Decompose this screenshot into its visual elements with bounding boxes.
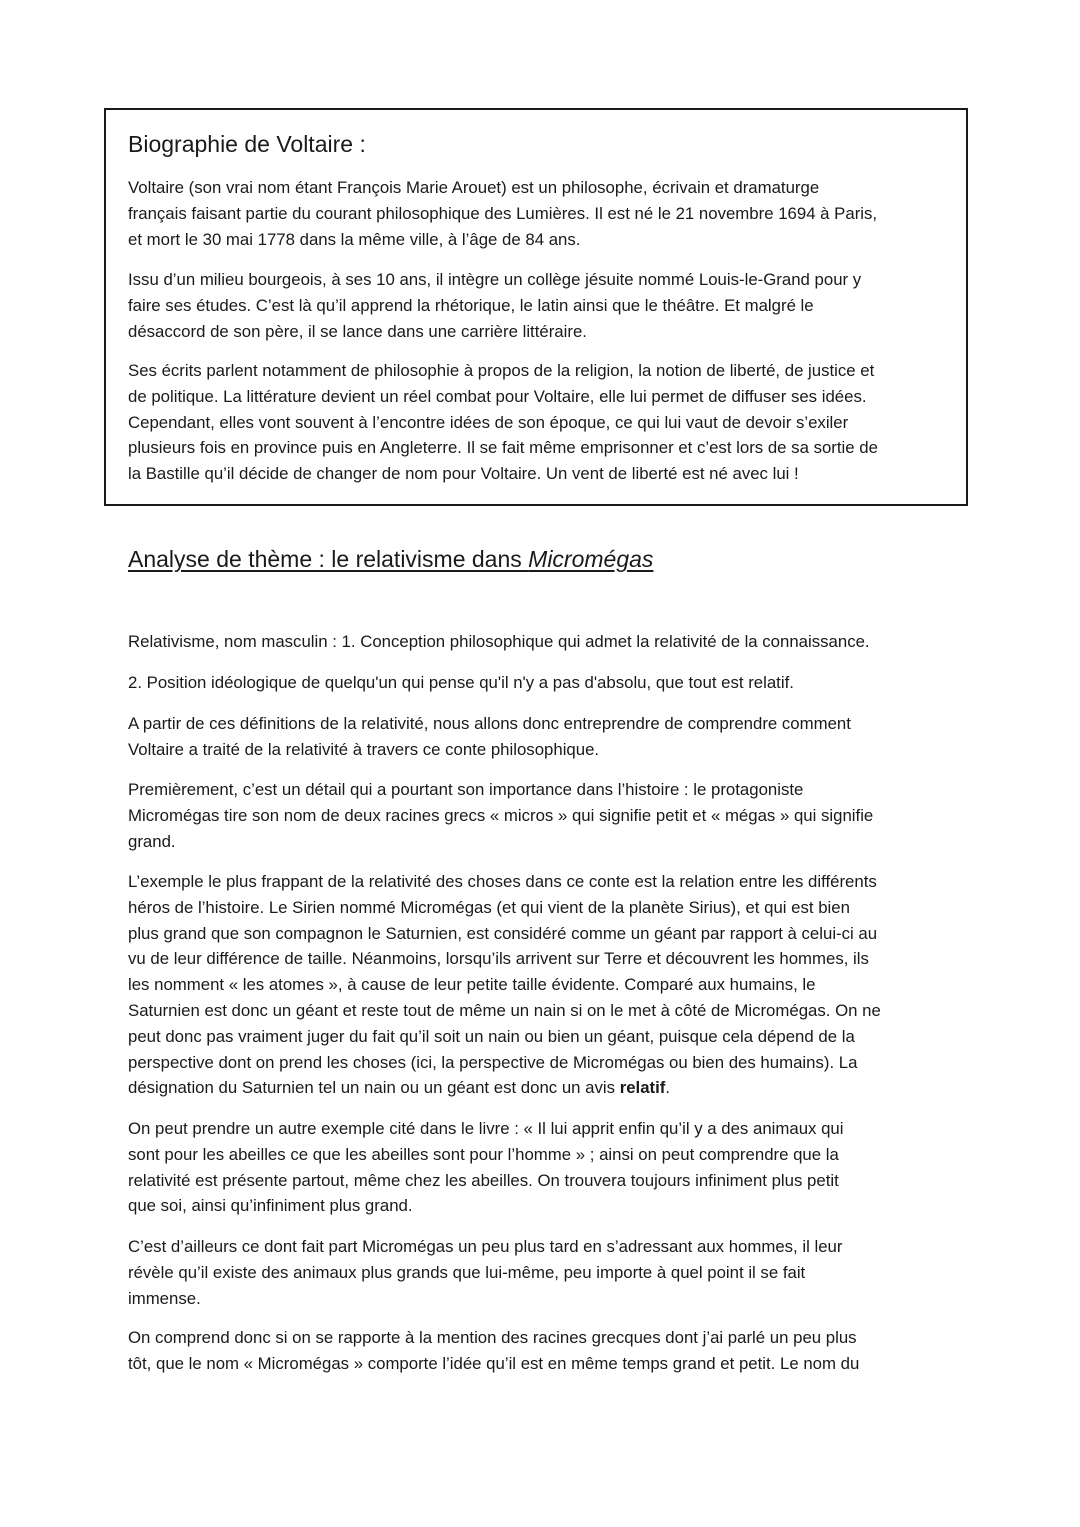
analysis-title-prefix: Analyse de thème : le relativisme dans [128,546,529,572]
text-line: L’exemple le plus frappant de la relativité des choses dans ce conte est la relation entre les différents [128,872,877,891]
text-fragment: . [665,1078,671,1098]
text-fragment: désignation du Saturnien tel un nain ou un géant est donc un avis [128,1078,620,1098]
analysis-title [128,544,653,574]
text-line: la Bastille qu’il décide de changer de nom pour Voltaire. Un vent de liberté est né avec lui ! [128,464,799,484]
text-line: On peut prendre un autre exemple cité dans le livre : « Il lui apprit enfin qu’il y a des animaux qui [128,1119,844,1138]
biography-paragraph-1 [128,175,877,252]
text-line: grand. [128,831,176,851]
text-line: 2. Position idéologique de quelqu'un qui pense qu'il n'y a pas d'absolu, que tout est relatif. [128,673,794,692]
analysis-paragraph-4 [128,777,873,854]
text-line: Cependant, elles vont souvent à l’encontre idées de son époque, ce qui lui vaut de devoir s’exiler [128,412,849,432]
text-line: et mort le 30 mai 1778 dans la même ville, à l’âge de 84 ans. [128,229,581,249]
analysis-paragraph-2 [128,670,794,696]
analysis-paragraph-3 [128,711,851,763]
text-line: vu de leur différence de taille. Néanmoins, lorsqu’ils arrivent sur Terre et découvrent les hommes, ils [128,949,869,969]
text-line: français faisant partie du courant philosophique des Lumières. Il est né le 21 novembre 1694 à Paris, [128,203,878,223]
text-line: Saturnien est donc un géant et reste tout de même un nain si on le met à côté de Micromégas. On ne [128,1000,881,1020]
text-line: plusieurs fois en province puis en Angleterre. Il se fait même emprisonner et c’est lors de sa sortie de [128,438,878,458]
biography-title: Biographie de Voltaire : [128,131,366,157]
text-line: immense. [128,1288,201,1308]
analysis-paragraph-8 [128,1325,859,1377]
text-line: Voltaire a traité de la relativité à travers ce conte philosophique. [128,739,600,759]
text-line: Issu d’un milieu bourgeois, à ses 10 ans, il intègre un collège jésuite nommé Louis-le-Grand pour y [128,270,862,289]
text-line: sont pour les abeilles ce que les abeilles sont pour l’homme » ; ainsi on peut comprendre que la [128,1144,839,1164]
text-line: tôt, que le nom « Micromégas » comporte l’idée qu’il est en même temps grand et petit. Le nom du [128,1353,860,1373]
text-line: perspective dont on prend les choses (ici, la perspective de Micromégas ou bien des humains). La [128,1052,858,1072]
text-line: désaccord de son père, il se lance dans une carrière littéraire. [128,321,587,341]
analysis-paragraph-6 [128,1116,843,1219]
text-line: Premièrement, c’est un détail qui a pourtant son importance dans l’histoire : le protagoniste [128,780,804,799]
text-line: Relativisme, nom masculin : 1. Conception philosophique qui admet la relativité de la connaissance. [128,632,870,651]
text-line: les nomment « les atomes », à cause de leur petite taille évidente. Comparé aux humains, le [128,975,816,995]
text-line [128,1075,881,1101]
text-line: héros de l’histoire. Le Sirien nommé Micromégas (et qui vient de la planète Sirius), et qui est bien [128,897,850,917]
text-line: peut donc pas vraiment juger du fait qu’il soit un nain ou bien un géant, puisque cela dépend de la [128,1026,855,1046]
text-line: Voltaire (son vrai nom étant François Marie Arouet) est un philosophe, écrivain et dramaturge [128,178,820,197]
text-line: Micromégas tire son nom de deux racines grecs « micros » qui signifie petit et « mégas » qui signifie [128,805,874,825]
analysis-title-book: Micromégas [528,546,654,572]
text-line: relativité est présente partout, même chez les abeilles. On trouvera toujours infiniment plus petit [128,1170,839,1190]
analysis-paragraph-7 [128,1234,842,1311]
emphasis-relatif: relatif [619,1078,666,1098]
biography-paragraph-3 [128,358,878,487]
text-line: On comprend donc si on se rapporte à la mention des racines grecques dont j’ai parlé un peu plus [128,1328,857,1347]
text-line: Ses écrits parlent notamment de philosophie à propos de la religion, la notion de liberté, de justice et [128,361,875,380]
text-line: faire ses études. C’est là qu’il apprend la rhétorique, le latin ainsi que le théâtre. Et malgré le [128,295,814,315]
analysis-paragraph-5 [128,869,881,1101]
text-line: plus grand que son compagnon le Saturnien, est considéré comme un géant par rapport à celui-ci au [128,923,878,943]
text-line: A partir de ces définitions de la relativité, nous allons donc entreprendre de comprendre comment [128,714,851,733]
text-line: révèle qu’il existe des animaux plus grands que lui-même, peu importe à quel point il se fait [128,1262,806,1282]
biography-paragraph-2 [128,267,861,344]
analysis-paragraph-1 [128,629,870,655]
text-line: de politique. La littérature devient un réel combat pour Voltaire, elle lui permet de diffuser ses idées. [128,386,867,406]
text-line: C’est d’ailleurs ce dont fait part Micromégas un peu plus tard en s’adressant aux hommes, il leur [128,1237,843,1256]
text-line: que soi, ainsi qu’infiniment plus grand. [128,1196,413,1216]
